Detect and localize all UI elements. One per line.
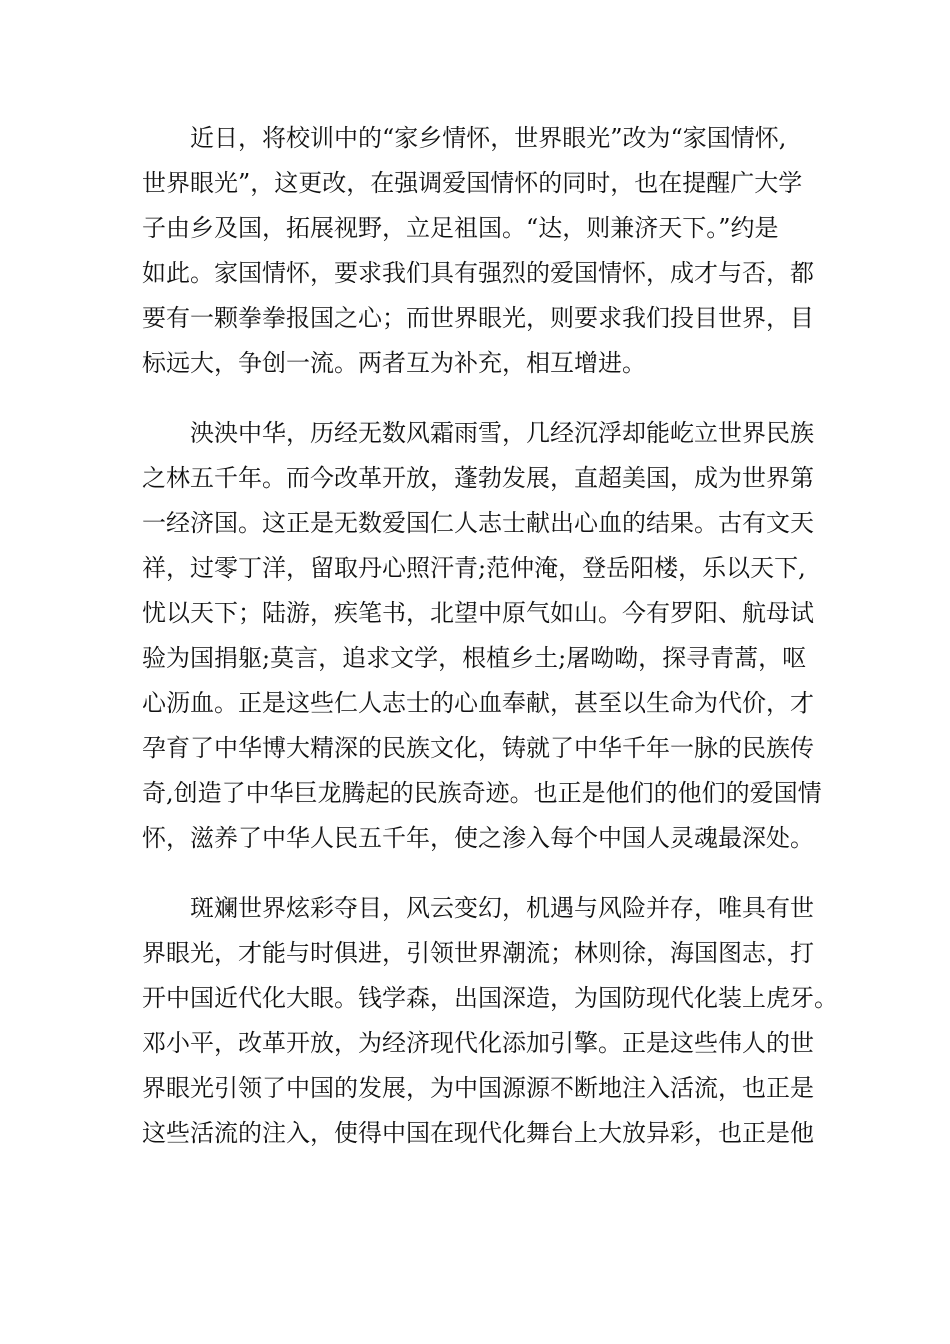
paragraph-line: 近日，将校训中的“家乡情怀，世界眼光”改为“家国情怀, <box>190 124 787 152</box>
paragraph-line: 祥，过零丁洋，留取丹心照汗青;范仲淹，登岳阳楼，乐以天下, <box>142 554 806 582</box>
paragraph-line: 之林五千年。而今改革开放，蓬勃发展，直超美国，成为世界第 <box>142 464 814 492</box>
paragraph-line: 心沥血。正是这些仁人志士的心血奉献，甚至以生命为代价，才 <box>142 689 814 717</box>
paragraph-line: 斑斓世界炫彩夺目，风云变幻，机遇与风险并存，唯具有世 <box>190 894 814 922</box>
paragraph-line: 奇,创造了中华巨龙腾起的民族奇迹。也正是他们的他们的爱国情 <box>142 779 822 807</box>
paragraph-line: 邓小平，改革开放，为经济现代化添加引擎。正是这些伟人的世 <box>142 1029 814 1057</box>
paragraph-line: 忧以天下；陆游，疾笔书，北望中原气如山。今有罗阳、航母试 <box>142 599 814 627</box>
paragraph-line: 开中国近代化大眼。钱学森，出国深造，为国防现代化装上虎牙。 <box>142 984 838 1012</box>
paragraph-spacer <box>142 861 814 886</box>
paragraph-line: 孕育了中华博大精深的民族文化，铸就了中华千年一脉的民族传 <box>142 734 814 762</box>
paragraph-2 <box>142 411 822 861</box>
paragraph-line: 界眼光引领了中国的发展，为中国源源不断地注入活流，也正是 <box>142 1074 814 1102</box>
document-body <box>142 116 838 1156</box>
paragraph-line: 一经济国。这正是无数爱国仁人志士献出心血的结果。古有文天 <box>142 509 814 537</box>
paragraph-line: 界眼光，才能与时俱进，引领世界潮流；林则徐，海国图志，打 <box>142 939 814 967</box>
paragraph-line: 标远大，争创一流。两者互为补充，相互增进。 <box>142 349 646 377</box>
paragraph-line: 怀，滋养了中华人民五千年，使之渗入每个中国人灵魂最深处。 <box>142 824 814 852</box>
paragraph-line: 要有一颗拳拳报国之心；而世界眼光，则要求我们投目世界，目 <box>142 304 814 332</box>
paragraph-line: 验为国捐躯;莫言，追求文学，根植乡土;屠呦呦，探寻青蒿，呕 <box>142 644 807 672</box>
paragraph-line: 如此。家国情怀，要求我们具有强烈的爱国情怀，成才与否，都 <box>142 259 814 287</box>
paragraph-line: 世界眼光”，这更改，在强调爱国情怀的同时，也在提醒广大学 <box>142 169 803 197</box>
paragraph-line: 子由乡及国，拓展视野，立足祖国。“达，则兼济天下。”约是 <box>142 214 779 242</box>
paragraph-3 <box>142 886 838 1156</box>
paragraph-line: 这些活流的注入，使得中国在现代化舞台上大放异彩，也正是他 <box>142 1119 814 1147</box>
paragraph-line: 泱泱中华，历经无数风霜雨雪，几经沉浮却能屹立世界民族 <box>190 419 814 447</box>
paragraph-spacer <box>142 386 814 411</box>
paragraph-1 <box>142 116 814 386</box>
